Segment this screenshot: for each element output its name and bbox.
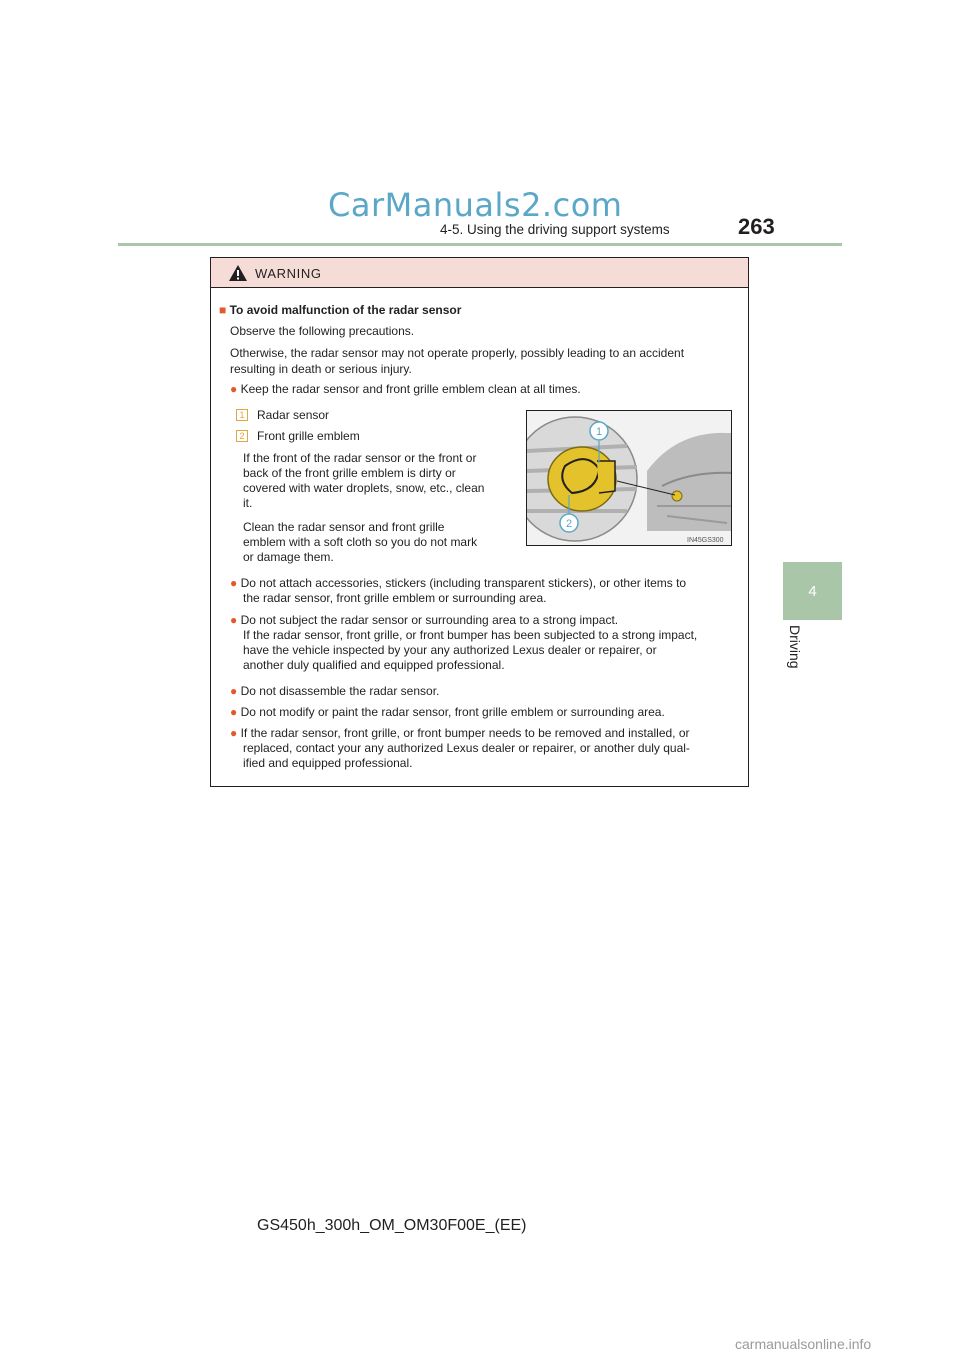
bullet-item-6	[230, 726, 745, 771]
paragraph-clean	[243, 520, 508, 565]
bullet-text: If the radar sensor, front grille, or front bumper needs to be removed and installed, or	[240, 726, 690, 740]
bullet-item-3	[230, 613, 745, 673]
figure-code: IN45GS300	[687, 537, 724, 544]
figure-label-1: 1	[595, 426, 603, 438]
warning-title: WARNING	[255, 266, 322, 281]
warning-heading-row	[219, 303, 461, 318]
paragraph-dirty	[243, 451, 508, 511]
bullet-text: Do not disassemble the radar sensor.	[240, 684, 440, 698]
bullet-dot-icon: ●	[230, 684, 238, 698]
warning-triangle-icon	[228, 264, 248, 282]
document-code: GS450h_300h_OM_OM30F00E_(EE)	[257, 1217, 527, 1234]
warning-box	[210, 257, 749, 787]
bullet-item-4	[230, 684, 439, 699]
intro-text-2a: Otherwise, the radar sensor may not operate properly, possibly leading to an accident	[230, 346, 685, 360]
header-divider	[118, 243, 842, 246]
radar-sensor-figure	[526, 410, 732, 546]
figure-label-2: 2	[565, 518, 573, 530]
bullet-text: have the vehicle inspected by your any authorized Lexus dealer or repairer, or	[243, 643, 657, 657]
bullet-dot-icon: ●	[230, 382, 238, 396]
callout-label-front-grille: Front grille emblem	[257, 429, 360, 443]
bullet-text: Keep the radar sensor and front grille emblem clean at all times.	[240, 382, 581, 396]
paragraph-line: back of the front grille emblem is dirty or	[243, 466, 456, 480]
bullet-item-2	[230, 576, 745, 606]
callout-label-radar-sensor: Radar sensor	[257, 408, 330, 422]
bullet-text: the radar sensor, front grille emblem or surrounding area.	[243, 591, 547, 605]
bullet-item-5	[230, 705, 665, 720]
radar-sensor-illustration	[527, 411, 732, 546]
section-title: 4-5. Using the driving support systems	[440, 222, 670, 237]
callout-number-2: 2	[236, 430, 248, 442]
paragraph-line: it.	[243, 496, 253, 510]
bullet-dot-icon: ●	[230, 726, 238, 740]
chapter-label: Driving	[787, 625, 803, 669]
paragraph-line: If the front of the radar sensor or the front or	[243, 451, 477, 465]
bullet-text: Do not modify or paint the radar sensor, front grille emblem or surrounding area.	[240, 705, 665, 719]
bullet-text: another duly qualified and equipped professional.	[243, 658, 505, 672]
site-watermark-bottom: carmanualsonline.info	[735, 1336, 872, 1352]
square-bullet-icon: ■	[219, 303, 227, 317]
warning-heading: To avoid malfunction of the radar sensor	[229, 303, 462, 317]
bullet-text: Do not subject the radar sensor or surrounding area to a strong impact.	[240, 613, 619, 627]
intro-text-1: Observe the following precautions.	[230, 324, 415, 338]
callout-number-1: 1	[236, 409, 248, 421]
chapter-tab[interactable]: 4	[783, 562, 842, 620]
bullet-text: Do not attach accessories, stickers (including transparent stickers), or other items to	[240, 576, 687, 590]
bullet-text: replaced, contact your any authorized Lexus dealer or repairer, or another duly qual-	[243, 741, 690, 755]
bullet-dot-icon: ●	[230, 613, 238, 627]
warning-header	[211, 258, 748, 288]
paragraph-line: emblem with a soft cloth so you do not mark	[243, 535, 478, 549]
bullet-dot-icon: ●	[230, 705, 238, 719]
paragraph-line: covered with water droplets, snow, etc., clean	[243, 481, 485, 495]
bullet-text: ified and equipped professional.	[243, 756, 413, 770]
site-watermark-top: CarManuals2.com	[328, 186, 623, 224]
bullet-item-1	[230, 382, 581, 397]
paragraph-line: Clean the radar sensor and front grille	[243, 520, 445, 534]
bullet-dot-icon: ●	[230, 576, 238, 590]
intro-text-2b: resulting in death or serious injury.	[230, 362, 412, 376]
paragraph-line: or damage them.	[243, 550, 334, 564]
bullet-text: If the radar sensor, front grille, or front bumper has been subjected to a strong impact,	[243, 628, 698, 642]
page-number: 263	[738, 214, 775, 239]
